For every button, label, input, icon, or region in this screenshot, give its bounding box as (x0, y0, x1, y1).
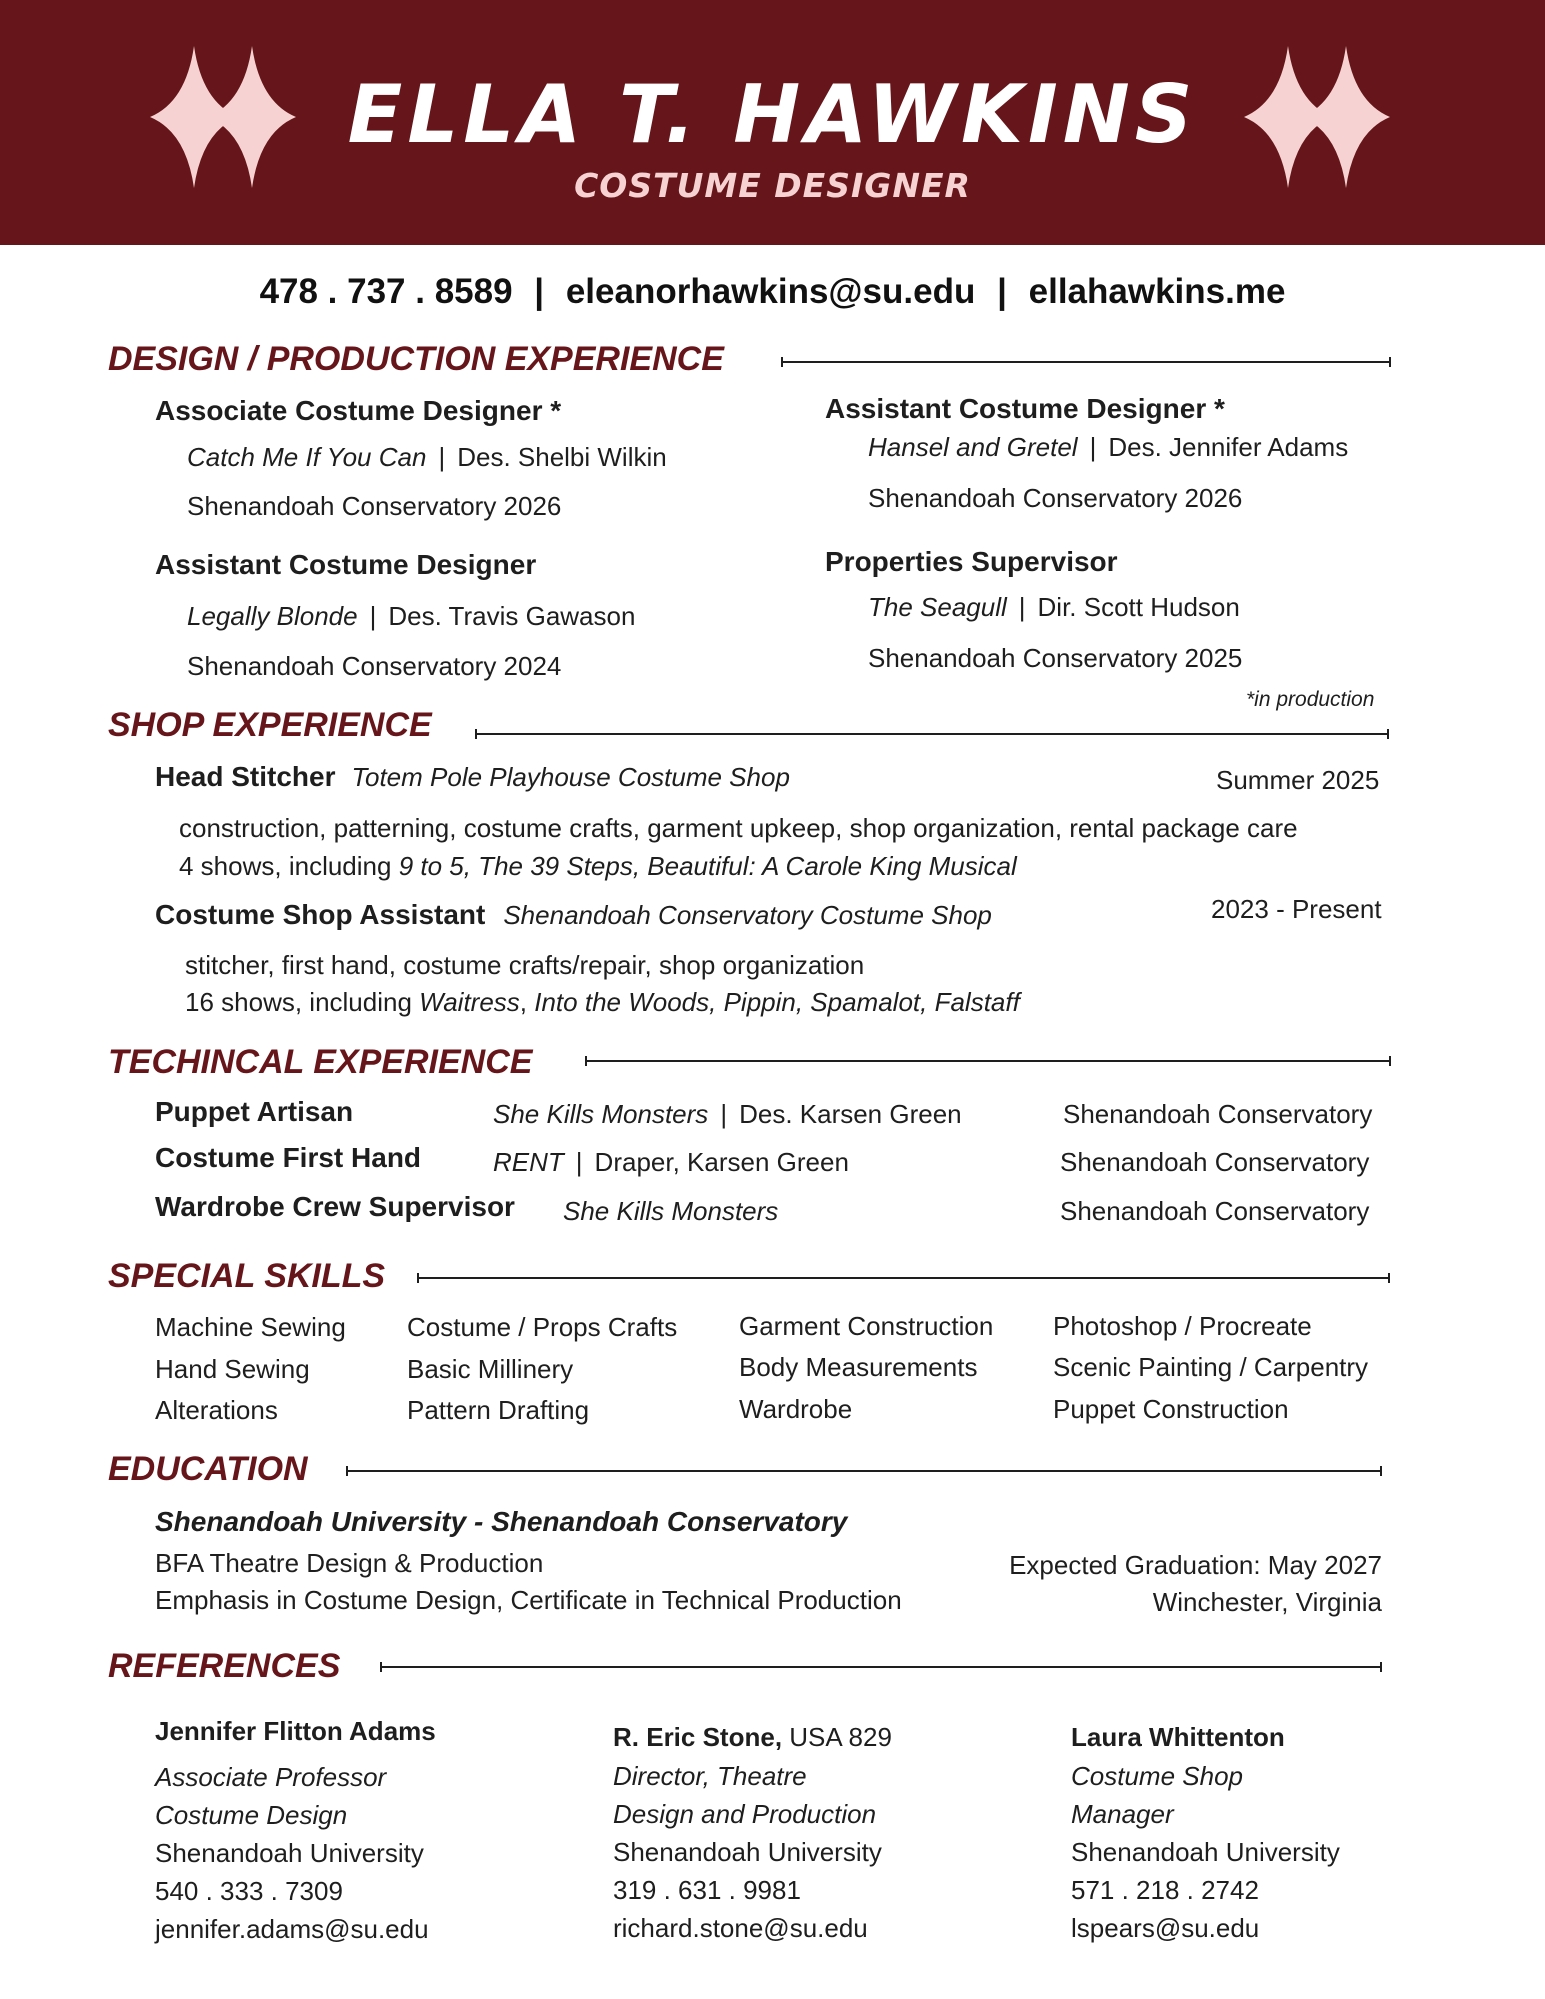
tech-credit: Draper, Karsen Green (594, 1147, 849, 1177)
in-production-footnote: *in production (1246, 688, 1375, 711)
reference-title: Associate Professor (155, 1762, 387, 1792)
skill-item: Hand Sewing (155, 1354, 310, 1384)
contact-line (0, 272, 1545, 312)
shop-date: 2023 - Present (1211, 894, 1382, 924)
design-role: Associate Costume Designer * (155, 395, 562, 426)
tech-venue: Shenandoah Conservatory (1063, 1099, 1373, 1129)
tech-venue: Shenandoah Conservatory (1060, 1147, 1370, 1177)
skill-item: Wardrobe (739, 1394, 853, 1424)
shows-first: Waitress (419, 987, 520, 1017)
section-heading-design: DESIGN / PRODUCTION EXPERIENCE (108, 340, 724, 378)
reference-phone: 571 . 218 . 2742 (1071, 1875, 1259, 1905)
designer-credit: Des. Travis Gawason (388, 601, 636, 631)
show-title: Hansel and Gretel (868, 432, 1078, 462)
reference-name-text: Laura Whittenton (1071, 1722, 1285, 1752)
shop-date: Summer 2025 (1216, 765, 1380, 795)
contact-email[interactable]: eleanorhawkins@su.edu (565, 272, 976, 311)
design-venue: Shenandoah Conservatory 2026 (868, 483, 1243, 513)
section-divider (346, 1470, 1382, 1472)
section-divider (380, 1666, 1382, 1668)
reference-email[interactable]: richard.stone@su.edu (613, 1913, 868, 1943)
section-heading-shop: SHOP EXPERIENCE (108, 706, 432, 744)
skill-item: Costume / Props Crafts (407, 1312, 678, 1342)
skill-item: Scenic Painting / Carpentry (1053, 1352, 1369, 1382)
education-location: Winchester, Virginia (1152, 1587, 1382, 1617)
reference-title: Costume Shop (1071, 1761, 1243, 1791)
shows-comma: , (519, 987, 535, 1017)
tech-credit-line: She Kills Monsters | Des. Karsen Green (493, 1099, 962, 1129)
contact-separator: | (997, 272, 1007, 311)
section-heading-education: EDUCATION (108, 1450, 308, 1488)
section-divider (417, 1277, 1390, 1279)
skill-item: Pattern Drafting (407, 1395, 590, 1425)
reference-name (613, 1722, 892, 1752)
design-role: Assistant Costume Designer (155, 549, 537, 580)
reference-title: Manager (1071, 1799, 1174, 1829)
reference-title: Design and Production (613, 1799, 877, 1829)
reference-name (1071, 1722, 1340, 1752)
tech-credit-line: RENT | Draper, Karsen Green (493, 1147, 849, 1177)
skill-item: Body Measurements (739, 1352, 978, 1382)
skill-item: Garment Construction (739, 1311, 994, 1341)
reference-card (613, 1722, 892, 1947)
design-credit-line: Hansel and Gretel | Des. Jennifer Adams (868, 432, 1349, 462)
shop-job-header (155, 761, 790, 793)
reference-name-text: R. Eric Stone, (613, 1722, 783, 1752)
show-title: RENT (493, 1147, 564, 1177)
shop-shows (179, 851, 1017, 882)
design-credit-line: The Seagull | Dir. Scott Hudson (868, 592, 1240, 622)
shop-duties: construction, patterning, costume crafts, garment upkeep, shop organization, rental package care (179, 813, 1298, 843)
tech-credit: Des. Karsen Green (739, 1099, 962, 1129)
designer-credit: Des. Jennifer Adams (1108, 432, 1349, 462)
education-graduation: Expected Graduation: May 2027 (1009, 1550, 1382, 1580)
reference-phone: 540 . 333 . 7309 (155, 1876, 343, 1906)
reference-email[interactable]: jennifer.adams@su.edu (155, 1914, 429, 1944)
education-degree: BFA Theatre Design & Production (155, 1548, 544, 1578)
show-title: She Kills Monsters (493, 1099, 709, 1129)
skill-item: Puppet Construction (1053, 1394, 1289, 1424)
education-school: Shenandoah University - Shenandoah Conservatory (155, 1506, 848, 1537)
skill-item: Alterations (155, 1395, 278, 1425)
design-venue: Shenandoah Conservatory 2024 (187, 651, 562, 681)
contact-website[interactable]: ellahawkins.me (1028, 272, 1286, 311)
reference-org: Shenandoah University (613, 1837, 882, 1867)
shop-job-header (155, 899, 992, 931)
shows-prefix: 16 shows, including (185, 987, 420, 1017)
section-heading-references: REFERENCES (108, 1647, 341, 1685)
reference-name-text: Jennifer Flitton Adams (155, 1716, 436, 1746)
section-divider (475, 733, 1389, 735)
show-title: Legally Blonde (187, 601, 358, 631)
reference-title: Director, Theatre (613, 1761, 807, 1791)
shop-place: Totem Pole Playhouse Costume Shop (351, 762, 790, 792)
reference-card (155, 1716, 436, 1948)
resume-job-title: COSTUME DESIGNER (574, 166, 971, 205)
section-heading-skills: SPECIAL SKILLS (108, 1257, 386, 1295)
reference-name-suffix: USA 829 (782, 1722, 892, 1752)
shows-list: Into the Woods, Pippin, Spamalot, Falstaff (534, 987, 1020, 1017)
shop-role: Costume Shop Assistant (155, 899, 486, 930)
skill-item: Photoshop / Procreate (1053, 1311, 1312, 1341)
show-title: The Seagull (868, 592, 1007, 622)
designer-credit: Dir. Scott Hudson (1037, 592, 1240, 622)
section-divider (781, 361, 1391, 363)
shop-role: Head Stitcher (155, 761, 336, 792)
tech-venue: Shenandoah Conservatory (1060, 1196, 1370, 1226)
reference-email[interactable]: lspears@su.edu (1071, 1913, 1260, 1943)
shows-list: 9 to 5, The 39 Steps, Beautiful: A Carole King Musical (398, 851, 1017, 881)
contact-phone: 478 . 737 . 8589 (259, 272, 513, 311)
tech-role: Wardrobe Crew Supervisor (155, 1191, 515, 1222)
reference-org: Shenandoah University (155, 1838, 424, 1868)
shows-prefix: 4 shows, including (179, 851, 399, 881)
design-venue: Shenandoah Conservatory 2025 (868, 643, 1243, 673)
reference-name (155, 1716, 436, 1746)
design-credit-line: Legally Blonde | Des. Travis Gawason (187, 601, 636, 631)
design-role: Assistant Costume Designer * (825, 393, 1225, 424)
design-credit-line: Catch Me If You Can | Des. Shelbi Wilkin (187, 442, 667, 472)
contact-separator: | (534, 272, 545, 311)
reference-phone: 319 . 631 . 9981 (613, 1875, 801, 1905)
education-emphasis: Emphasis in Costume Design, Certificate in Technical Production (155, 1585, 902, 1615)
designer-credit: Des. Shelbi Wilkin (457, 442, 667, 472)
section-divider (585, 1060, 1391, 1062)
shop-shows (185, 987, 1020, 1018)
reference-card (1071, 1722, 1340, 1947)
section-heading-technical: TECHINCAL EXPERIENCE (108, 1043, 533, 1081)
tech-role: Puppet Artisan (155, 1096, 354, 1127)
shop-place: Shenandoah Conservatory Costume Shop (503, 900, 992, 930)
reference-org: Shenandoah University (1071, 1837, 1340, 1867)
skill-item: Machine Sewing (155, 1312, 346, 1342)
shop-duties: stitcher, first hand, costume crafts/repair, shop organization (185, 950, 865, 980)
show-title: She Kills Monsters (563, 1196, 779, 1226)
show-title: Catch Me If You Can (187, 442, 427, 472)
reference-title: Costume Design (155, 1800, 348, 1830)
skill-item: Basic Millinery (407, 1354, 574, 1384)
design-venue: Shenandoah Conservatory 2026 (187, 491, 562, 521)
tech-role: Costume First Hand (155, 1142, 422, 1173)
design-role: Properties Supervisor (825, 546, 1118, 577)
resume-name: ELLA T. HAWKINS (347, 68, 1198, 161)
